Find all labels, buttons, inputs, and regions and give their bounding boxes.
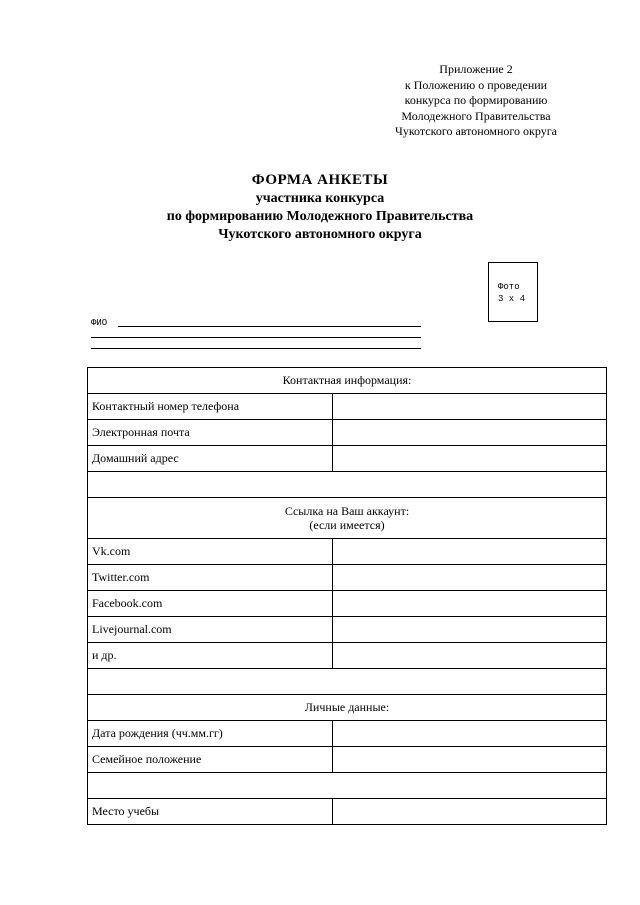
form-title-line: участника конкурса (255, 191, 385, 206)
field-label: Домашний адрес (88, 446, 333, 472)
form-title-main: ФОРМА АНКЕТЫ (251, 172, 389, 188)
table-row (88, 446, 607, 472)
blank-cell[interactable] (88, 472, 607, 498)
section-header-row (88, 695, 607, 721)
table-row (88, 643, 607, 669)
field-input-facebook[interactable] (333, 591, 607, 617)
section-header-text: Ссылка на Ваш аккаунт: (284, 504, 410, 518)
field-label: и др. (88, 643, 333, 669)
form-title-line: Чукотского автономного округа (218, 227, 422, 242)
table-row (88, 747, 607, 773)
field-label: Дата рождения (чч.мм.гг) (88, 721, 333, 747)
fio-underline (118, 326, 421, 327)
field-label: Место учебы (88, 799, 333, 825)
field-input-address[interactable] (333, 446, 607, 472)
annex-line: Чукотского автономного округа (395, 124, 557, 138)
field-label: Vk.com (88, 539, 333, 565)
photo-label: Фото (498, 282, 520, 292)
field-input-phone[interactable] (333, 394, 607, 420)
photo-placeholder[interactable] (488, 262, 538, 322)
form-title-line: по формированию Молодежного Правительства (166, 209, 474, 224)
field-input-twitter[interactable] (333, 565, 607, 591)
questionnaire-table (87, 367, 607, 825)
fio-line[interactable] (91, 329, 431, 340)
form-title (0, 170, 640, 244)
field-input-other[interactable] (333, 643, 607, 669)
annex-line: конкурса по формированию (404, 93, 548, 107)
table-row (88, 591, 607, 617)
table-row (88, 617, 607, 643)
field-input-study-place[interactable] (333, 799, 607, 825)
fio-line[interactable] (91, 340, 431, 351)
field-label: Livejournal.com (88, 617, 333, 643)
blank-row (88, 773, 607, 799)
table-row (88, 799, 607, 825)
annex-line: Приложение 2 (439, 62, 513, 76)
annex-block (356, 62, 596, 140)
fio-underline (91, 348, 421, 349)
table-row (88, 394, 607, 420)
field-label: Контактный номер телефона (88, 394, 333, 420)
section-header-row (88, 368, 607, 394)
table-row (88, 539, 607, 565)
photo-size: 3 х 4 (498, 294, 526, 304)
field-input-marital-status[interactable] (333, 747, 607, 773)
field-label: Семейное положение (88, 747, 333, 773)
field-input-email[interactable] (333, 420, 607, 446)
field-label: Twitter.com (88, 565, 333, 591)
blank-row (88, 472, 607, 498)
field-label: Facebook.com (88, 591, 333, 617)
fio-underline (91, 337, 421, 338)
fio-field[interactable] (91, 318, 431, 351)
field-input-birthdate[interactable] (333, 721, 607, 747)
fio-line[interactable] (91, 318, 431, 329)
table-row (88, 420, 607, 446)
blank-cell[interactable] (88, 773, 607, 799)
table-row (88, 721, 607, 747)
section-header (88, 498, 607, 539)
annex-line: Молодежного Правительства (401, 108, 551, 123)
field-label: Электронная почта (88, 420, 333, 446)
section-header: Личные данные: (88, 695, 607, 721)
fio-label: ФИО (91, 318, 108, 328)
blank-row (88, 669, 607, 695)
section-header-row (88, 498, 607, 539)
field-input-livejournal[interactable] (333, 617, 607, 643)
section-header: Контактная информация: (88, 368, 607, 394)
blank-cell[interactable] (88, 669, 607, 695)
section-subheader-text: (если имеется) (309, 518, 385, 532)
table-row (88, 565, 607, 591)
field-input-vk[interactable] (333, 539, 607, 565)
annex-line: к Положению о проведении (404, 77, 548, 92)
